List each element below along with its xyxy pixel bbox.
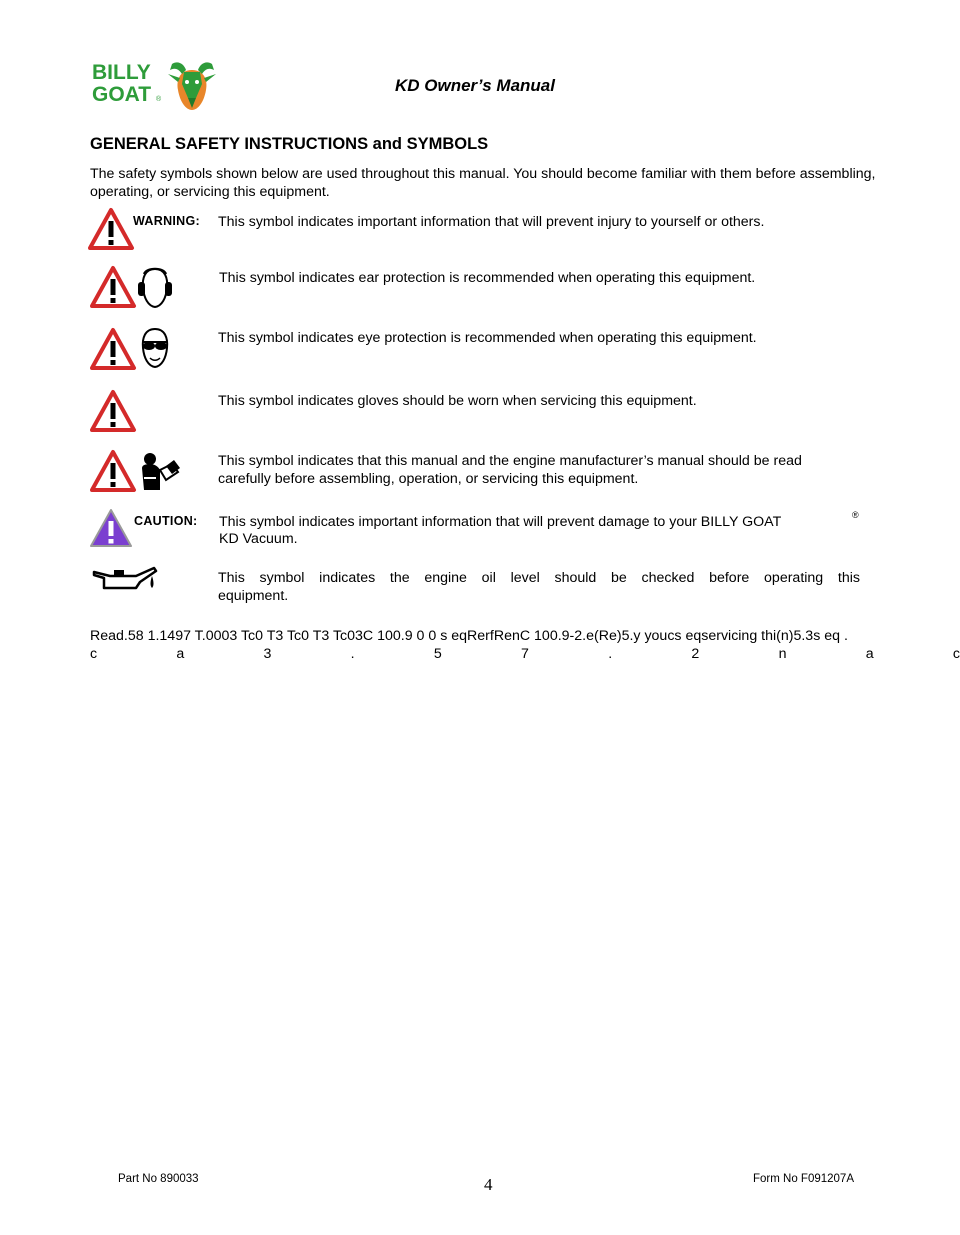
caution-description-line2: KD Vacuum.: [219, 531, 298, 547]
garbled-char: 5: [433, 646, 442, 662]
warning-triangle-icon: [90, 266, 136, 308]
logo-text-billy: BILLY: [92, 61, 151, 84]
garbled-char: n: [778, 646, 787, 662]
garbled-char: c: [952, 646, 960, 662]
garbled-char: a: [176, 646, 185, 662]
caution-triangle-icon: [88, 507, 134, 549]
ear-protection-description: This symbol indicates ear protection is recommended when operating this equipment.: [219, 270, 756, 286]
warning-triangle-icon: [90, 450, 136, 492]
caution-registered-mark: ®: [852, 510, 859, 520]
eye-protection-icon: [136, 326, 174, 370]
oil-level-description-line1: This symbol indicates the engine oil level should be checked before operating this: [218, 570, 860, 586]
garbled-char: 2: [691, 646, 700, 662]
manual-title: KD Owner’s Manual: [395, 76, 555, 95]
read-manual-description-line1: This symbol indicates that this manual and the engine manufacturer’s manual should be read: [218, 453, 802, 469]
section-title: GENERAL SAFETY INSTRUCTIONS and SYMBOLS: [90, 135, 489, 153]
logo-text-goat: GOAT: [92, 83, 152, 106]
warning-label: WARNING:: [133, 214, 200, 228]
garbled-char: 7: [521, 646, 529, 662]
oil-level-description-line2: equipment.: [218, 588, 289, 604]
garbled-char: .: [350, 646, 355, 662]
garbled-char: 3: [263, 646, 272, 662]
footer-form-number: Form No F091207A: [753, 1173, 854, 1185]
eye-protection-description: This symbol indicates eye protection is recommended when operating this equipment.: [218, 330, 757, 346]
caution-label: CAUTION:: [134, 514, 198, 528]
goat-head-icon: [166, 58, 218, 112]
footer-part-number: Part No 890033: [118, 1173, 199, 1185]
garbled-char: .: [608, 646, 613, 662]
warning-triangle-icon: [88, 208, 134, 250]
garbled-char: a: [865, 646, 874, 662]
garbled-text-line1: Read.58 1.1497 T.0003 Tc0 T3 Tc0 T3 Tc03C 100.9 0 0 s eqRerfRenC 100.9-2.e(Re)5.y youcs eqservicing thi(n)5.3s eq .: [90, 628, 848, 644]
billy-goat-logo: [92, 58, 218, 112]
read-manual-description-line2: carefully before assembling, operation, or servicing this equipment.: [218, 471, 639, 487]
logo-registered-mark: ®: [156, 96, 162, 103]
garbled-char: c: [90, 646, 98, 662]
oil-can-icon: [90, 564, 160, 596]
warning-description: This symbol indicates important information that will prevent injury to yourself or others.: [218, 214, 765, 230]
intro-paragraph: The safety symbols shown below are used throughout this manual. You should become familiar with them before assembling, operating, or servicing this equipment.: [90, 166, 876, 200]
caution-description-line1: This symbol indicates important information that will prevent damage to your BILLY GOAT: [219, 514, 782, 530]
gloves-description: This symbol indicates gloves should be worn when servicing this equipment.: [218, 393, 697, 409]
warning-triangle-icon: [90, 328, 136, 370]
garbled-text-line2: [90, 645, 960, 663]
read-manual-icon: [138, 452, 184, 492]
warning-triangle-icon: [90, 390, 136, 432]
page-number: 4: [484, 1175, 493, 1194]
ear-protection-icon: [136, 266, 174, 310]
